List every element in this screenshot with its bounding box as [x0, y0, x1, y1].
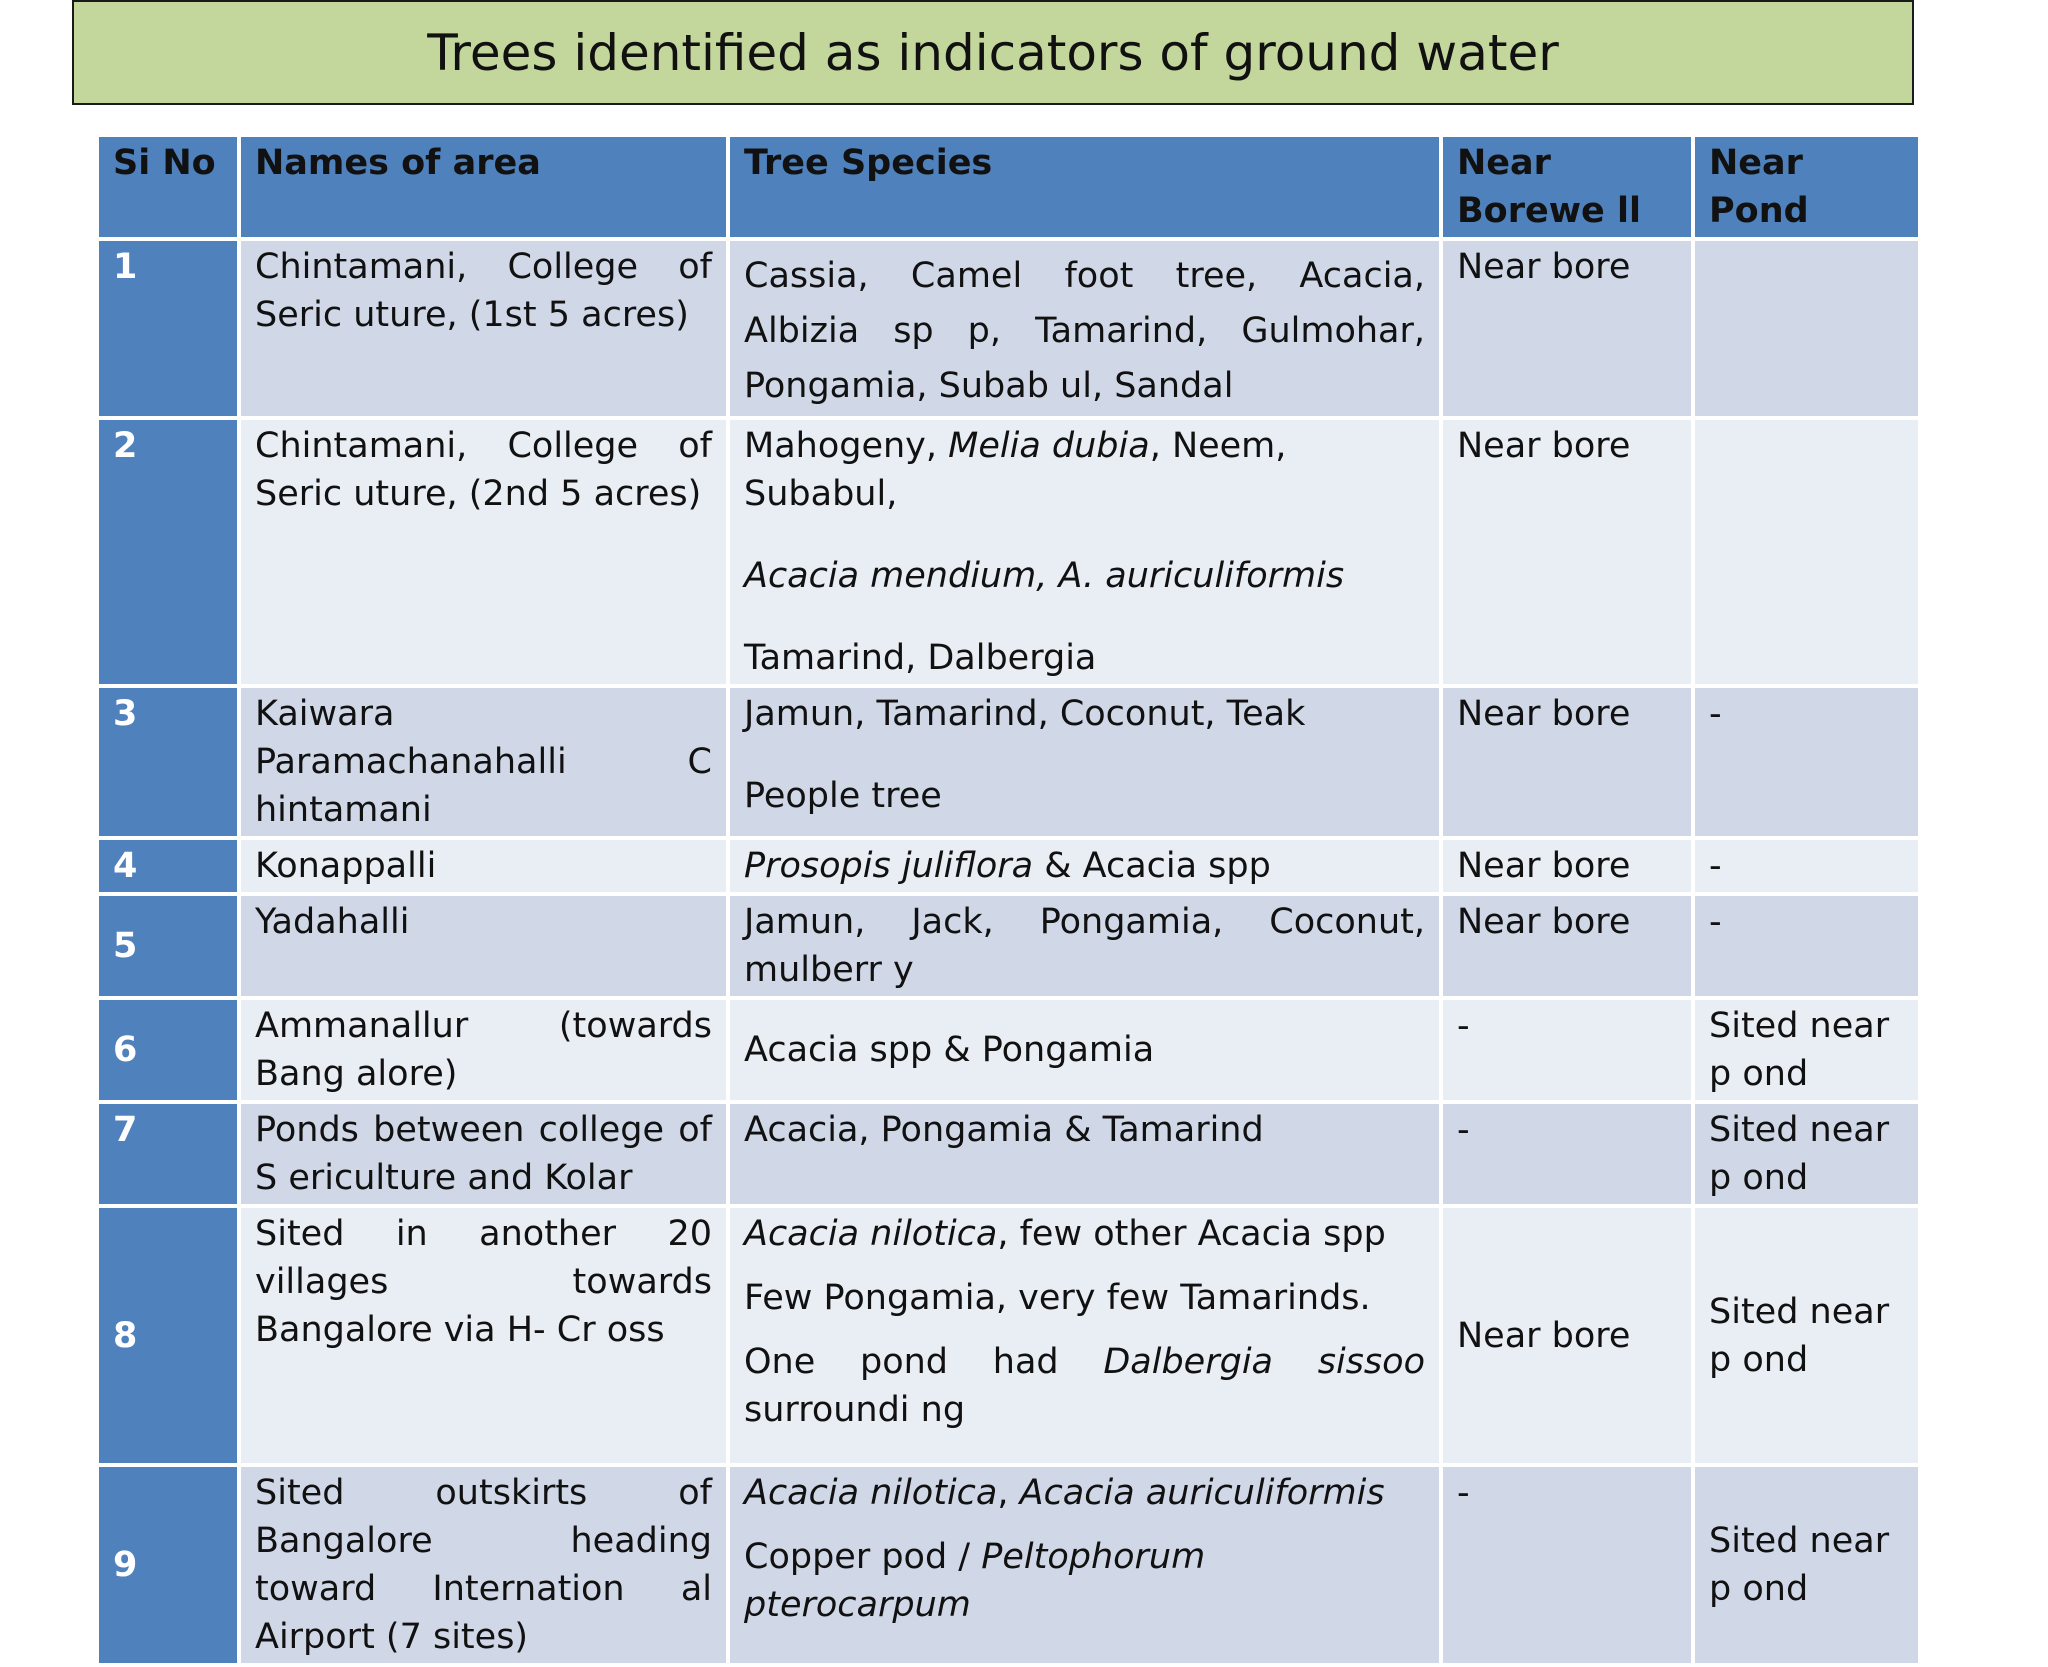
near-pond: Sited near p ond [1695, 1104, 1918, 1204]
header-pond: Near Pond [1695, 137, 1918, 237]
area-name: Chintamani, College of Seric uture, (1st 5 acres) [241, 241, 726, 416]
near-pond: Sited near p ond [1695, 1208, 1918, 1463]
table-row [99, 840, 1918, 892]
species-line: One pond had Dalbergia sissoo surroundi ng [744, 1342, 1425, 1430]
row-number: 6 [99, 1000, 237, 1100]
near-borewell: - [1443, 1467, 1691, 1663]
near-borewell: Near bore [1443, 840, 1691, 892]
tree-species [730, 420, 1439, 684]
table-row [99, 1104, 1918, 1204]
table-row [99, 420, 1918, 684]
near-borewell: - [1443, 1000, 1691, 1100]
species-line: Cassia, Camel foot tree, Acacia, Albizia sp p, Tamarind, Gulmohar, Pongamia, Subab ul, Sandal [744, 256, 1425, 406]
species-line: People tree [744, 776, 942, 816]
near-pond: - [1695, 688, 1918, 836]
row-number: 7 [99, 1104, 237, 1204]
header-si-no: Si No [99, 137, 237, 237]
species-line: Acacia nilotica, Acacia auriculiformis [744, 1473, 1385, 1513]
near-pond [1695, 420, 1918, 684]
header-borewell: Near Borewe ll [1443, 137, 1691, 237]
tree-species: Acacia spp & Pongamia [730, 1000, 1439, 1100]
near-borewell: Near bore [1443, 896, 1691, 996]
table-row [99, 1208, 1918, 1463]
row-number: 8 [99, 1208, 237, 1463]
near-borewell: Near bore [1443, 420, 1691, 684]
table-row [99, 241, 1918, 416]
row-number: 1 [99, 241, 237, 416]
area-name: Sited in another 20 villages towards Bangalore via H- Cr oss [241, 1208, 726, 1463]
near-pond: Sited near p ond [1695, 1467, 1918, 1663]
species-line: Copper pod / Peltophorum pterocarpum [744, 1537, 1206, 1625]
table-row [99, 1000, 1918, 1100]
tree-species: Jamun, Jack, Pongamia, Coconut, mulberr y [730, 896, 1439, 996]
species-line: Few Pongamia, very few Tamarinds. [744, 1278, 1371, 1318]
row-number: 4 [99, 840, 237, 892]
tree-species [730, 1208, 1439, 1463]
area-name: Konappalli [241, 840, 726, 892]
header-area: Names of area [241, 137, 726, 237]
near-pond: - [1695, 840, 1918, 892]
tree-species: Prosopis juliflora & Acacia spp [730, 840, 1439, 892]
near-pond: - [1695, 896, 1918, 996]
species-line: Mahogeny, Melia dubia, Neem, Subabul, [744, 426, 1287, 514]
species-line: Acacia mendium, A. auriculiformis [744, 556, 1345, 596]
groundwater-trees-table [95, 133, 1922, 1667]
area-name: Kaiwara Paramachanahalli C hintamani [241, 688, 726, 836]
row-number: 2 [99, 420, 237, 684]
tree-species: Acacia, Pongamia & Tamarind [730, 1104, 1439, 1204]
header-species: Tree Species [730, 137, 1439, 237]
species-line: Acacia nilotica, few other Acacia spp [744, 1214, 1386, 1254]
table-header-row [99, 137, 1918, 237]
near-pond: Sited near p ond [1695, 1000, 1918, 1100]
area-name: Chintamani, College of Seric uture, (2nd 5 acres) [241, 420, 726, 684]
near-pond [1695, 241, 1918, 416]
table-row [99, 1467, 1918, 1663]
table-row [99, 896, 1918, 996]
row-number: 5 [99, 896, 237, 996]
row-number: 9 [99, 1467, 237, 1663]
area-name: Sited outskirts of Bangalore heading toward Internation al Airport (7 sites) [241, 1467, 726, 1663]
row-number: 3 [99, 688, 237, 836]
species-line: Jamun, Tamarind, Coconut, Teak [744, 694, 1306, 734]
area-name: Ponds between college of S ericulture and Kolar [241, 1104, 726, 1204]
near-borewell: Near bore [1443, 1208, 1691, 1463]
slide-title: Trees identified as indicators of ground water [72, 0, 1914, 105]
area-name: Ammanallur (towards Bang alore) [241, 1000, 726, 1100]
tree-species [730, 241, 1439, 416]
near-borewell: - [1443, 1104, 1691, 1204]
near-borewell: Near bore [1443, 688, 1691, 836]
table-row [99, 688, 1918, 836]
near-borewell: Near bore [1443, 241, 1691, 416]
tree-species [730, 688, 1439, 836]
species-line: Tamarind, Dalbergia [744, 638, 1097, 678]
area-name: Yadahalli [241, 896, 726, 996]
tree-species [730, 1467, 1439, 1663]
